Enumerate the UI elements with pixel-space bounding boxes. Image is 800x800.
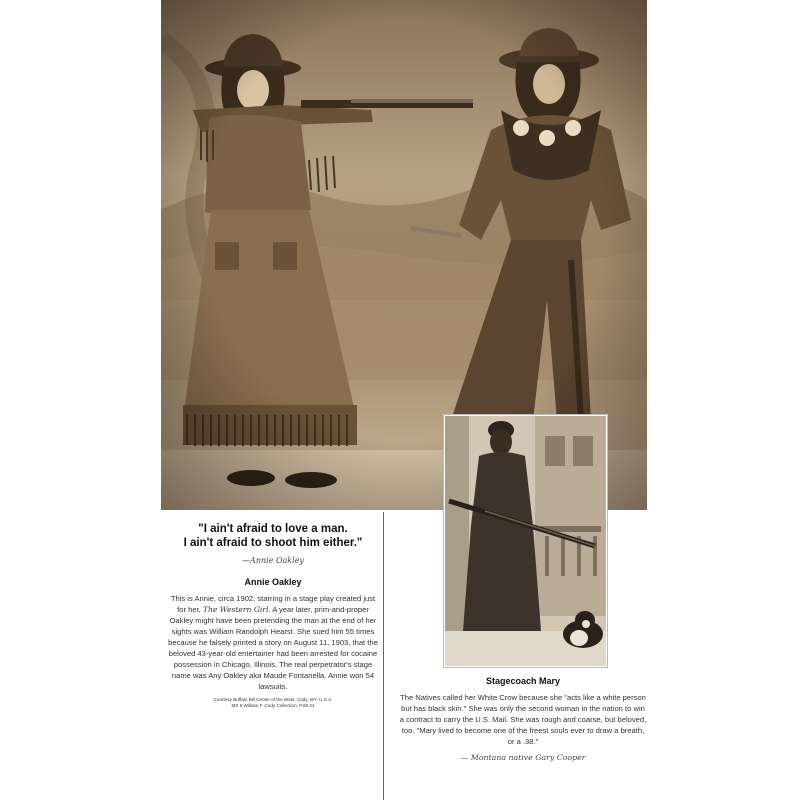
photo-credit-line-2: MS 6 William F. Cody Collection, P.69.21 [231, 703, 315, 708]
play-title: The Western Girl [202, 605, 269, 614]
photo-credit-line-1: Courtesy Buffalo Bill Center of the West, Cody, WY, U.S.A. [213, 697, 333, 702]
photo-credit [168, 697, 378, 709]
annie-oakley-column [168, 522, 378, 709]
pull-quote [168, 522, 378, 550]
stagecoach-mary-body: The Natives called her White Crow because she "acts like a white person but has black skin." She was only the second woman in the nation to win a contract to carry the U.S. Mail. She was rough and coarse, but beloved, too. "Mary lived to become one of the freest souls ever to draw a breath, or a .38." [399, 693, 647, 746]
body-part-1: This is Annie, circa 1902, starring in a stage play created just for her, [170, 594, 376, 614]
inset-photo-illustration [445, 416, 606, 666]
stagecoach-mary-attribution: — Montana native Gary Cooper [460, 753, 586, 762]
body-part-2: . A year later, prim-and-proper Oakley might have been pretending the man at the end of her sights was William Randolph Hearst. She sued him 55 times because he falsely printed a story on August 11, 1903, that the beloved 43-year-old entertainer had been arrested for cocaine possession in Chicago, Illinois. The real perpetrator's stage name was Any Oakley aka Maude Fontanella. Annie won 54 lawsuits. [168, 605, 378, 691]
quote-line-2: I ain't afraid to shoot him either." [183, 537, 363, 549]
inset-photo-stagecoach-mary [444, 415, 607, 667]
stagecoach-mary-heading: Stagecoach Mary [485, 676, 561, 686]
column-divider [383, 512, 384, 800]
annie-oakley-heading: Annie Oakley [244, 577, 302, 587]
stagecoach-mary-column [398, 676, 648, 762]
quote-attribution: —Annie Oakley [242, 556, 304, 565]
quote-line-1: "I ain't afraid to love a man. [198, 523, 348, 535]
annie-oakley-body [168, 593, 378, 692]
